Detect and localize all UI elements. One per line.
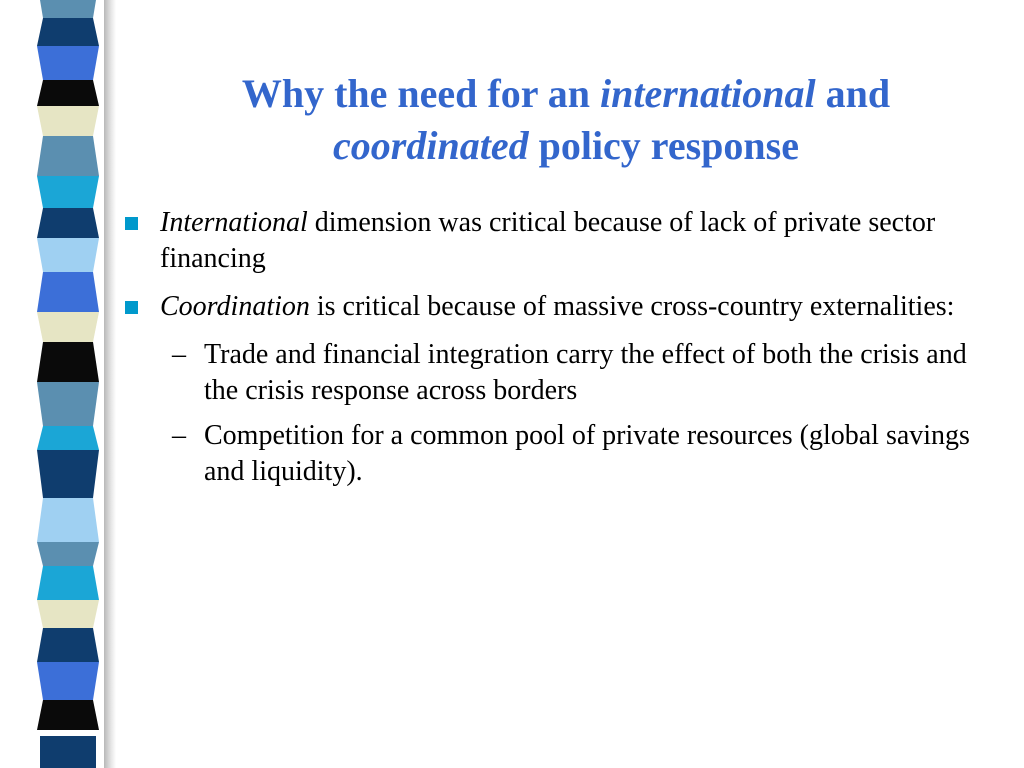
stripe-band — [37, 238, 99, 272]
square-bullet-icon — [125, 217, 138, 230]
title-italic-international: international — [600, 71, 816, 116]
sub-bullet-text: Competition for a common pool of private resources (global savings and liquidity). — [204, 420, 970, 487]
bullet-list — [120, 205, 990, 499]
stripe-band — [40, 736, 96, 768]
decorative-stripe-bar — [0, 0, 130, 768]
square-bullet-icon — [125, 301, 138, 314]
dash-bullet: – — [172, 339, 186, 370]
dash-bullet: – — [172, 420, 186, 451]
stripe-band — [37, 176, 99, 208]
sub-bullet-trade — [120, 337, 990, 409]
stripe-band — [37, 80, 99, 106]
stripe-band — [37, 312, 99, 342]
stripe-band — [37, 730, 99, 736]
title-text-3: and — [815, 71, 891, 116]
stripe-band — [37, 542, 99, 566]
bullet-text: is critical because of massive cross-country externalities: — [309, 291, 955, 322]
stripe-band — [37, 382, 99, 426]
title-text-1: Why the need for an — [241, 71, 601, 116]
title-italic-coordinated: coordinated — [333, 123, 529, 168]
sub-bullet-text: Trade and financial integration carry the effect of both the crisis and the crisis response across borders — [204, 339, 967, 406]
bullet-italic-term: Coordination — [160, 291, 310, 322]
stripe-band — [40, 0, 96, 18]
title-text-5: policy response — [528, 123, 799, 168]
stripe-band — [37, 136, 99, 176]
bullet-italic-term: International — [160, 207, 308, 238]
stripe-band — [37, 106, 99, 136]
stripe-band — [37, 450, 99, 498]
stripe-band — [37, 46, 99, 80]
stripe-band — [37, 662, 99, 700]
stripe-band — [37, 208, 99, 238]
bullet-text: dimension was critical because of lack of private sector financing — [160, 207, 936, 274]
stripe-band — [37, 498, 99, 542]
stripe-band — [37, 18, 99, 46]
stripe-band — [37, 342, 99, 382]
stripe-band — [37, 628, 99, 662]
bullet-item-international — [120, 205, 990, 277]
stripe-band — [37, 566, 99, 600]
sub-bullet-competition — [120, 418, 990, 490]
slide-title — [160, 68, 972, 172]
bullet-item-coordination — [120, 289, 990, 325]
stripe-band — [37, 426, 99, 450]
stripe-band — [37, 272, 99, 312]
stripe-band — [37, 700, 99, 730]
stripe-graphic — [0, 0, 130, 768]
stripe-band — [37, 600, 99, 628]
